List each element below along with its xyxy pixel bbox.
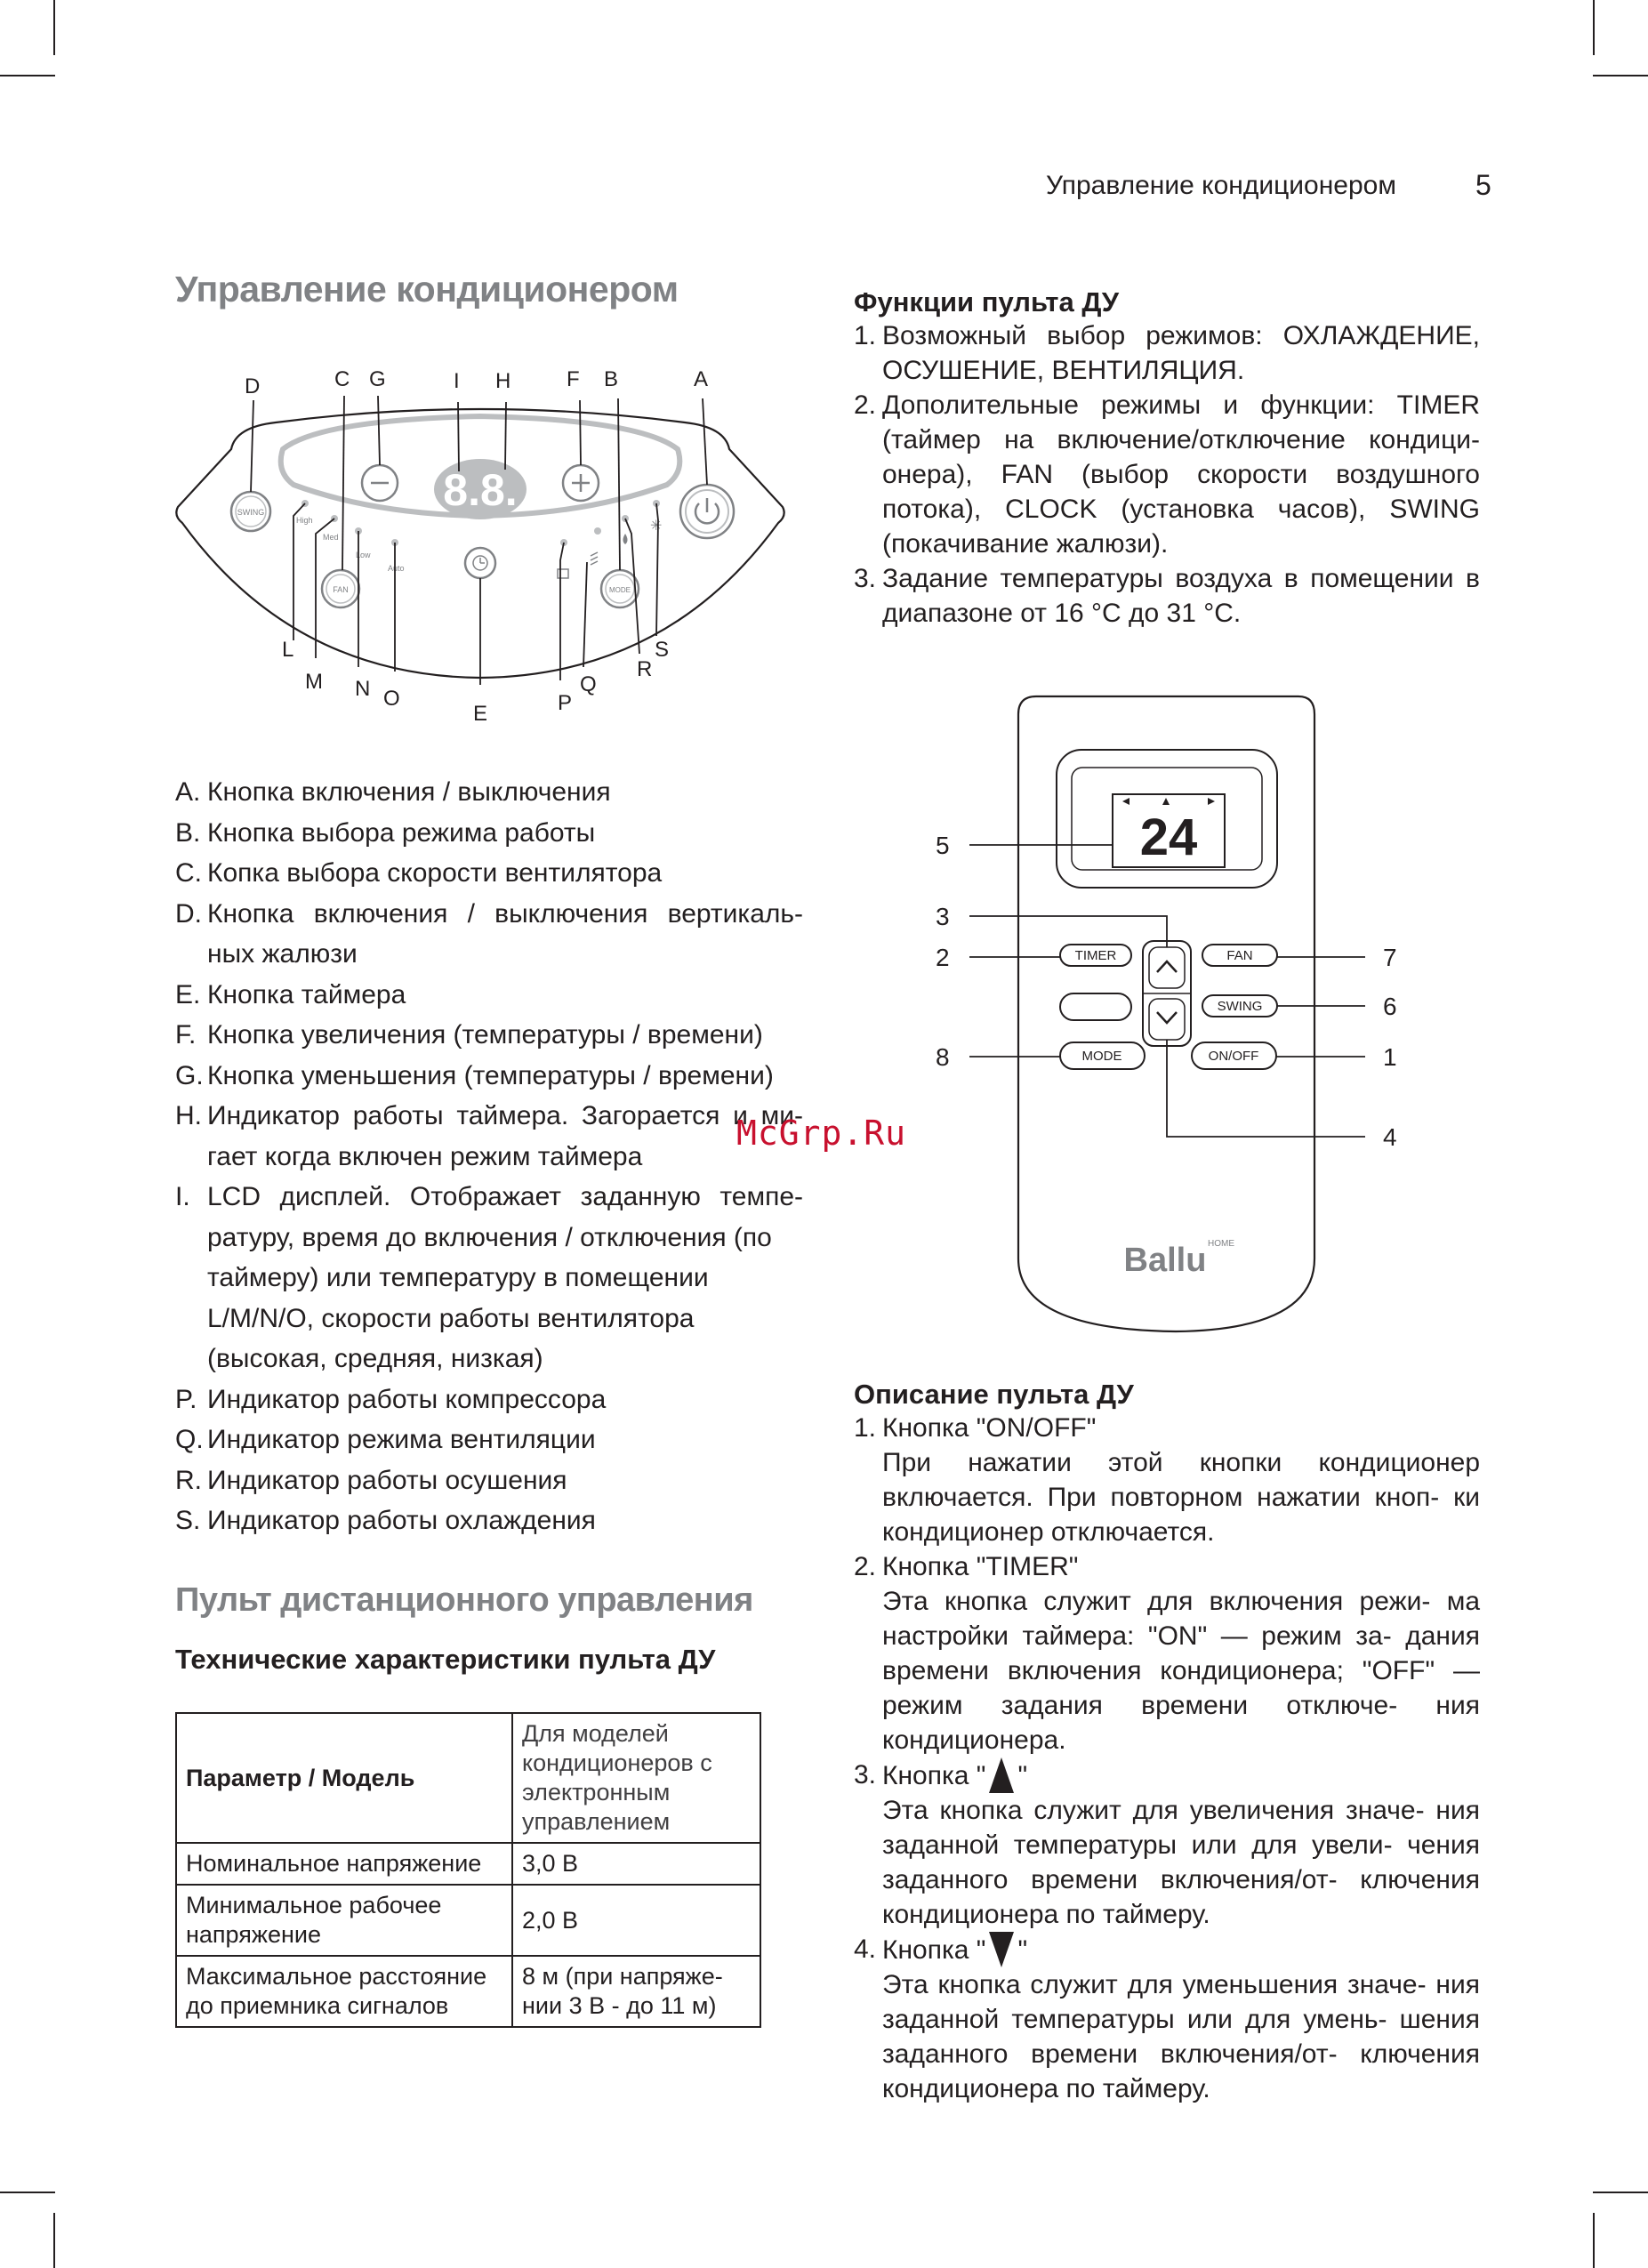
crop-mark xyxy=(53,0,55,55)
legend-item xyxy=(175,1379,803,1420)
legend-text: Кнопка включения / выключения вертикаль- xyxy=(207,898,803,929)
desc-item-body: Эта кнопка служит для включения режи- ма настройки таймера: "ON" — режим за- дания времени включения кондиционера; "OFF" — режим задания времени отключе- ния кондиционера. xyxy=(882,1587,1480,1755)
down-triangle-icon xyxy=(989,1932,1014,1967)
remote-control-diagram xyxy=(925,689,1441,1339)
desc-item-number: 4. xyxy=(854,1934,877,1964)
legend-letter: A. xyxy=(175,777,201,807)
callout-C: C xyxy=(334,367,350,391)
function-text: Дополительные режимы и функции: TIMER (таймер на включение/отключение кондици- онера), FAN (выбор скорости воздушного потока), CLOCK (установка часов), SWING (покачивание жалюзи). xyxy=(882,390,1480,559)
desc-item-title: Кнопка "ON/OFF" xyxy=(882,1413,1097,1443)
legend-text: LCD дисплей. Отображает заданную темпе- xyxy=(207,1182,803,1211)
up-triangle-icon xyxy=(989,1757,1014,1793)
desc-title: Описание пульта ДУ xyxy=(854,1379,1134,1410)
speed-label-med: Med xyxy=(323,533,339,542)
lcd-digits: 8.8. xyxy=(443,465,518,515)
callout-Q: Q xyxy=(580,672,597,696)
legend-text: Индикатор работы охлаждения xyxy=(207,1506,596,1535)
function-text: Возможный выбор режимов: ОХЛАЖДЕНИЕ, ОСУШЕНИЕ, ВЕНТИЛЯЦИЯ. xyxy=(882,321,1480,385)
table-row xyxy=(176,1885,760,1956)
table-cell: 3,0 В xyxy=(512,1843,760,1885)
mode-button-label: MODE xyxy=(1081,1049,1122,1064)
legend-text: Кнопка таймера xyxy=(207,979,406,1009)
drop-icon xyxy=(623,534,628,544)
legend-text: ных жалюзи xyxy=(207,939,358,969)
panel-legend xyxy=(175,772,803,1541)
callout-4: 4 xyxy=(1383,1123,1397,1151)
legend-text: ратуру, время до включения / отключения (по xyxy=(207,1222,772,1252)
legend-item xyxy=(175,1460,803,1501)
legend-text: (высокая, средняя, низкая) xyxy=(207,1344,543,1373)
function-number: 1. xyxy=(854,321,877,350)
callout-A: A xyxy=(694,367,709,391)
legend-item xyxy=(175,813,803,854)
desc-item-number: 1. xyxy=(854,1413,877,1443)
legend-text: Индикатор работы осушения xyxy=(207,1465,567,1495)
fan-mode-icon xyxy=(591,552,598,565)
timer-button-label: TIMER xyxy=(1074,948,1117,963)
control-panel-diagram xyxy=(169,356,792,738)
table-header-cell: Параметр / Модель xyxy=(176,1713,512,1843)
speed-label-high: High xyxy=(296,516,313,525)
legend-item xyxy=(175,894,803,975)
legend-letter: F. xyxy=(175,1020,197,1050)
legend-letter: D. xyxy=(175,898,202,929)
legend-text: гает когда включен режим таймера xyxy=(207,1141,643,1171)
fan-button-label: FAN xyxy=(333,585,349,594)
desc-item xyxy=(854,1411,1480,1549)
down-button xyxy=(1149,999,1185,1040)
legend-text: Кнопка уменьшения (температуры / времени) xyxy=(207,1060,774,1090)
watermark: McGrp.Ru xyxy=(736,1114,907,1153)
table-cell: Максимальное расстояние до приемника сигналов xyxy=(176,1956,512,2027)
callout-D: D xyxy=(245,374,261,398)
snowflake-icon: ✳ xyxy=(650,519,663,534)
crop-mark xyxy=(53,2213,55,2268)
desc-item-body: Эта кнопка служит для уменьшения значе- ния заданной температуры или для умень- шения заданного времени включения/от- ключения кондиционера по таймеру. xyxy=(882,1970,1480,2103)
crop-mark xyxy=(1593,2213,1595,2268)
function-number: 3. xyxy=(854,564,877,593)
crop-mark xyxy=(0,75,55,76)
running-title: Управление кондиционером xyxy=(1046,171,1396,200)
legend-letter: E. xyxy=(175,979,201,1009)
legend-item xyxy=(175,975,803,1016)
callout-I: I xyxy=(454,369,460,393)
remote-lcd-value: 24 xyxy=(1139,808,1198,866)
callout-F: F xyxy=(567,367,580,391)
legend-text: таймеру) или температуру в помещении xyxy=(207,1263,709,1292)
function-item xyxy=(854,561,1480,631)
table-row xyxy=(176,1843,760,1885)
legend-text: Копка выбора скорости вентилятора xyxy=(207,858,663,888)
legend-letter: R. xyxy=(175,1465,202,1495)
function-item xyxy=(854,388,1480,561)
legend-letter: C. xyxy=(175,858,202,888)
legend-text: Индикатор режима вентиляции xyxy=(207,1425,596,1454)
remote-description xyxy=(854,1411,1480,2106)
legend-item xyxy=(175,1420,803,1460)
callout-8: 8 xyxy=(936,1043,950,1071)
callout-B: B xyxy=(604,367,619,391)
desc-item-number: 3. xyxy=(854,1760,877,1789)
legend-text: Кнопка включения / выключения xyxy=(207,777,611,807)
callout-M: M xyxy=(305,670,323,694)
callout-R: R xyxy=(637,657,653,681)
callout-6: 6 xyxy=(1383,993,1397,1020)
mode-button-label: MODE xyxy=(609,586,631,594)
callout-N: N xyxy=(355,677,371,701)
section-title: Управление кондиционером xyxy=(175,269,679,310)
legend-letter: S. xyxy=(175,1506,201,1535)
legend-text: Индикатор работы таймера. Загорается и ми- xyxy=(207,1101,803,1130)
legend-item xyxy=(175,1096,803,1177)
legend-item xyxy=(175,772,803,813)
fan-button-label: FAN xyxy=(1226,948,1253,963)
functions-list xyxy=(854,318,1480,631)
specs-table xyxy=(175,1712,761,2028)
legend-item xyxy=(175,1177,803,1379)
legend-letter: H. xyxy=(175,1101,202,1130)
callout-7: 7 xyxy=(1383,944,1397,971)
speed-label-low: Low xyxy=(356,551,371,559)
callout-1: 1 xyxy=(1383,1043,1397,1071)
indicator-dot xyxy=(594,527,601,535)
desc-item-number: 2. xyxy=(854,1552,877,1581)
remote-section-title: Пульт дистанционного управления xyxy=(175,1581,753,1619)
table-cell: Минимальное рабочее напряжение xyxy=(176,1885,512,1956)
legend-item xyxy=(175,1056,803,1097)
up-button xyxy=(1149,947,1185,988)
callout-S: S xyxy=(655,638,670,662)
table-cell: 8 м (при напряже- нии 3 В - до 11 м) xyxy=(512,1956,760,2027)
functions-title: Функции пульта ДУ xyxy=(854,286,1120,318)
specs-title: Технические характеристики пульта ДУ xyxy=(175,1644,716,1675)
legend-letter: P. xyxy=(175,1384,197,1414)
table-cell: 2,0 В xyxy=(512,1885,760,1956)
desc-item-body: При нажатии этой кнопки кондиционер включается. При повторном нажатии кноп- ки кондиционер отключается. xyxy=(882,1448,1480,1547)
callout-3: 3 xyxy=(936,903,950,930)
table-row xyxy=(176,1713,760,1843)
brand-sub: HOME xyxy=(1208,1239,1234,1249)
crop-mark xyxy=(1593,75,1648,76)
legend-item xyxy=(175,1015,803,1056)
compressor-icon xyxy=(558,569,568,578)
crop-mark xyxy=(1593,2192,1648,2193)
crop-mark xyxy=(1593,0,1595,55)
onoff-button-label: ON/OFF xyxy=(1208,1049,1259,1064)
swing-button-label: SWING xyxy=(1217,999,1263,1014)
desc-item-title: Кнопка "TIMER" xyxy=(882,1552,1079,1581)
blank-button xyxy=(1060,993,1131,1020)
callout-O: O xyxy=(383,687,400,711)
desc-item-title: Кнопка " " xyxy=(882,1757,1480,1793)
desc-item xyxy=(854,1932,1480,2106)
function-number: 2. xyxy=(854,390,877,420)
table-cell: Номинальное напряжение xyxy=(176,1843,512,1885)
brand-logo: Ballu xyxy=(1123,1242,1207,1279)
legend-letter: I. xyxy=(175,1182,190,1211)
callout-E: E xyxy=(473,702,488,726)
legend-letter: B. xyxy=(175,817,201,848)
swing-button-label: SWING xyxy=(237,508,265,517)
legend-text: Кнопка увеличения (температуры / времени) xyxy=(207,1020,763,1050)
legend-text: Индикатор работы компрессора xyxy=(207,1384,607,1414)
callout-P: P xyxy=(558,691,573,715)
table-row xyxy=(176,1956,760,2027)
callout-2: 2 xyxy=(936,944,950,971)
callout-H: H xyxy=(495,369,511,393)
desc-item xyxy=(854,1549,1480,1757)
speed-label-auto: Auto xyxy=(388,564,405,573)
callout-G: G xyxy=(369,367,386,391)
desc-item-body: Эта кнопка служит для увеличения значе- ния заданной температуры или для увели- чения заданного времени включения/от- ключения кондиционера по таймеру. xyxy=(882,1796,1480,1929)
legend-letter: Q. xyxy=(175,1425,204,1454)
legend-letter: G. xyxy=(175,1060,204,1090)
desc-item-title: Кнопка " " xyxy=(882,1932,1480,1967)
function-item xyxy=(854,318,1480,388)
callout-L: L xyxy=(282,638,294,662)
legend-item xyxy=(175,1500,803,1541)
legend-text: Кнопка выбора режима работы xyxy=(207,817,596,848)
crop-mark xyxy=(0,2192,55,2193)
table-header-cell: Для моделей кондиционеров с электронным управлением xyxy=(512,1713,760,1843)
legend-item xyxy=(175,853,803,894)
desc-item xyxy=(854,1757,1480,1932)
function-text: Задание температуры воздуха в помещении в диапазоне от 16 °С до 31 °С. xyxy=(882,564,1480,628)
legend-text: L/M/N/O, скорости работы вентилятора xyxy=(207,1303,695,1333)
page-number: 5 xyxy=(1475,169,1491,201)
callout-5: 5 xyxy=(936,832,950,859)
